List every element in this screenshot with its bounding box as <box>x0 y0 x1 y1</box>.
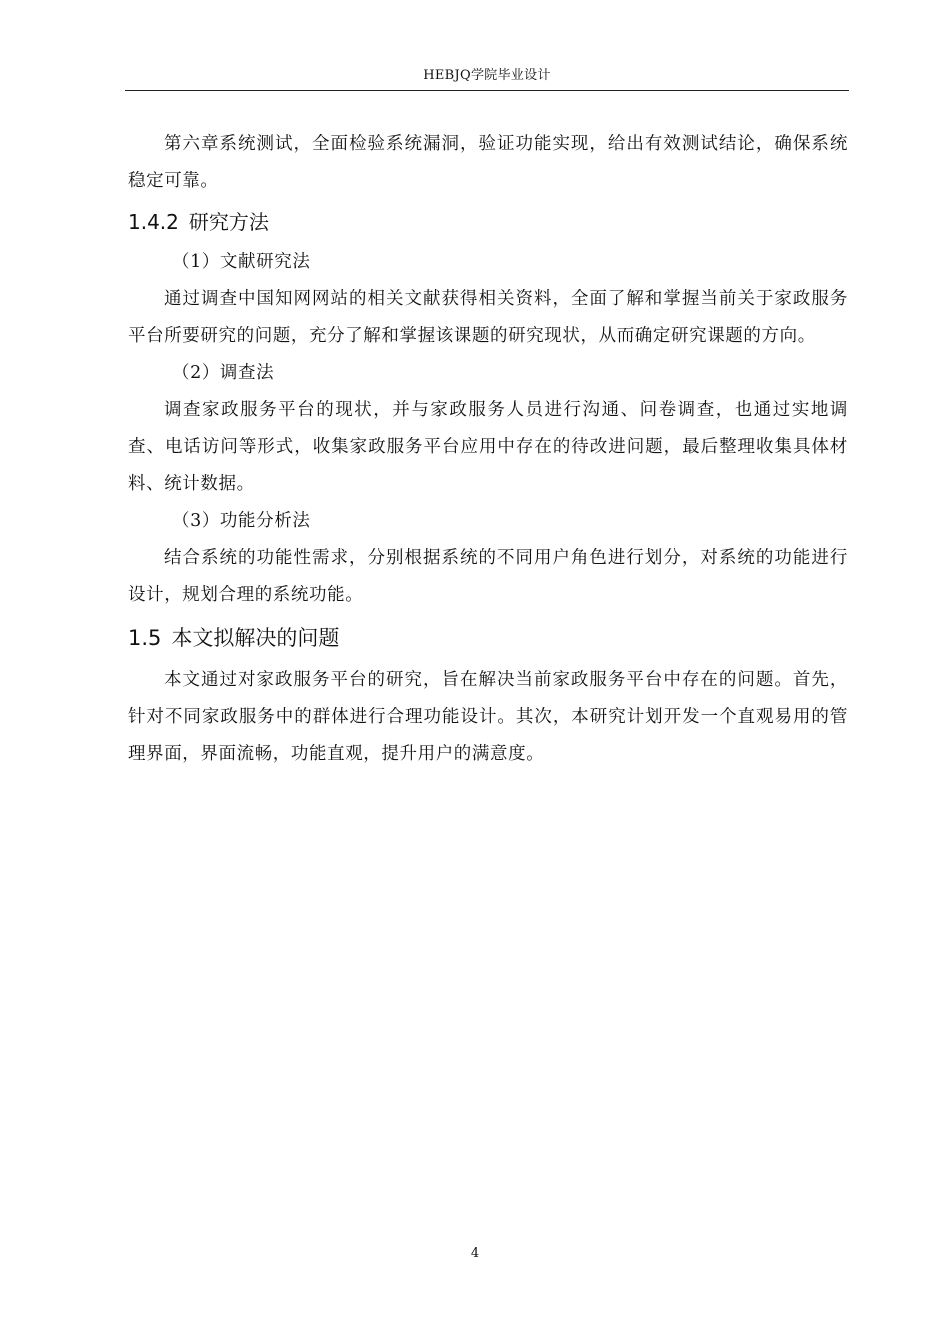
method-3-paragraph: 结合系统的功能性需求，分别根据系统的不同用户角色进行划分，对系统的功能进行设计，规划合理的系统功能。 <box>128 548 848 605</box>
method-2-paragraph: 调查家政服务平台的现状，并与家政服务人员进行沟通、问卷调查，也通过实地调查、电话访问等形式，收集家政服务平台应用中存在的待改进问题，最后整理收集具体材料、统计数据。 <box>128 400 848 494</box>
page-number: 4 <box>470 1246 480 1261</box>
section-title: 本文拟解决的问题 <box>171 626 340 650</box>
method-2-label: （2）调查法 <box>172 363 275 383</box>
problem-paragraph: 本文通过对家政服务平台的研究，旨在解决当前家政服务平台中存在的问题。首先，针对不同家政服务中的群体进行合理功能设计。其次，本研究计划开发一个直观易用的管理界面，界面流畅，功能直观，提升用户的满意度。 <box>128 670 848 764</box>
section-heading-1-4-2 <box>128 200 848 244</box>
method-1-paragraph: 通过调查中国知网网站的相关文献获得相关资料，全面了解和掌握当前关于家政服务平台所要研究的问题，充分了解和掌握该课题的研究现状，从而确定研究课题的方向。 <box>128 289 848 346</box>
section-heading-1-5 <box>128 614 848 662</box>
intro-paragraph: 第六章系统测试，全面检验系统漏洞，验证功能实现，给出有效测试结论，确保系统稳定可靠。 <box>128 134 848 191</box>
section-title: 研究方法 <box>188 210 269 234</box>
page-header <box>125 64 849 91</box>
section-number: 1.4.2 <box>128 210 179 234</box>
method-3-label: （3）功能分析法 <box>172 511 311 531</box>
header-title: HEBJQ学院毕业设计 <box>423 68 551 83</box>
method-1-label: （1）文献研究法 <box>172 252 311 272</box>
section-number: 1.5 <box>128 626 162 650</box>
document-body <box>128 126 848 773</box>
